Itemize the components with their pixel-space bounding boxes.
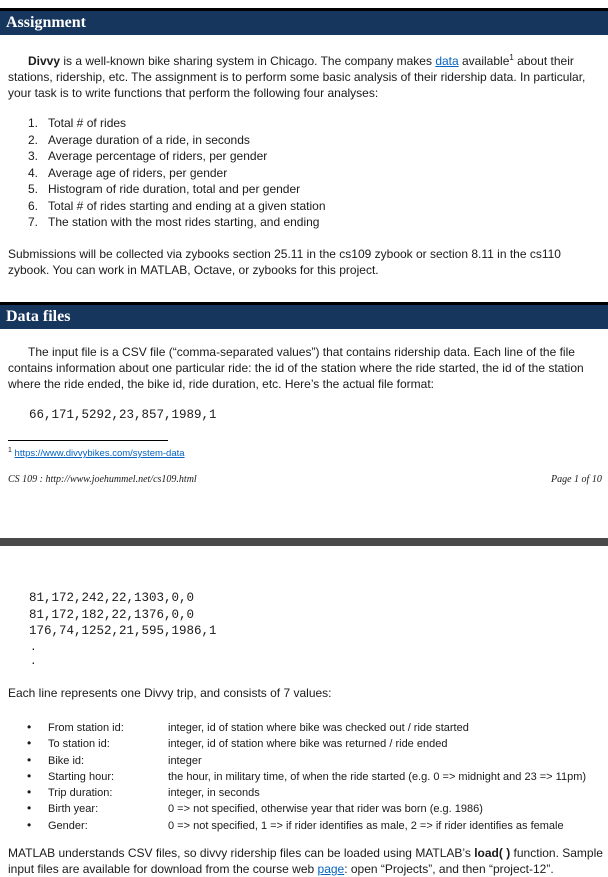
list-item: • Birth year: 0 => not specified, otherwise year that rider was born (e.g. 1986) [27,801,483,816]
list-item: • Bike id: integer [27,752,202,767]
list-item: • Gender: 0 => not specified, 1 => if rider identifies as male, 2 => if rider identifies as female [27,817,564,832]
footnote-mark: 1 [8,447,12,454]
page-footer-number: Page 1 of 10 [551,474,602,485]
list-item: 5. Histogram of ride duration, total and per gender [28,182,301,196]
list-item: • Trip duration: integer, in seconds [27,785,260,800]
data-files-section-title: Data files [6,308,71,325]
intro-text-c: about their stations, ridership, etc. The assignment is to perform some basic analysis of their ridership data. In particular, your task is to write functions that perform the following four analyses: [8,54,586,100]
csv-example-line: 66,171,5292,23,857,1989,1 [29,408,217,422]
submissions-paragraph: Submissions will be collected via zybooks section 25.11 in the cs109 zybook or section 8.11 in the cs110 zybook. You can work in MATLAB, Octave, or zybooks for this project. [8,247,561,277]
ellipsis-dot: · [31,654,36,670]
list-item: 2. Average duration of a ride, in seconds [28,132,250,147]
assignment-section-title: Assignment [6,14,87,31]
data-link[interactable]: data [435,54,459,68]
list-item: • To station id: integer, id of station where bike was returned / ride ended [27,736,448,751]
intro-paragraph [8,50,606,101]
footnote-link[interactable]: https://www.divvybikes.com/system-data [14,448,185,460]
list-item: • From station id: integer, id of station where bike was checked out / ride started [27,720,469,734]
footnote [8,447,185,459]
page-gap [0,538,608,546]
matlab-paragraph: MATLAB understands CSV files, so divvy ridership files can be loaded using MATLAB’s load( ) function. Sample input files are available for download from the course web page: open “Projects”, and then “project-12”. [8,846,603,876]
assignment-section-header [0,8,608,35]
ellipsis-dot: · [31,640,36,656]
analyses-list [28,115,326,231]
trip-description: Each line represents one Divvy trip, and consists of 7 values: [8,686,332,700]
field-list [27,720,586,834]
list-item: 7. The station with the most rides starting, and ending [28,215,320,229]
csv-example-block: 81,172,242,22,1303,0,0 81,172,182,22,1376,0,0 176,74,1252,21,595,1986,1 [29,591,217,638]
page-footer-course: CS 109 : http://www.joehummel.net/cs109.html [8,474,197,485]
course-page-link[interactable]: page [317,862,345,876]
load-function: load( ) [474,846,511,860]
list-item: 4. Average age of riders, per gender [28,165,228,180]
data-files-section-header [0,302,608,329]
intro-text-a: is a well-known bike sharing system in Chicago. The company makes [60,54,436,68]
list-item: 1. Total # of rides [28,116,127,130]
list-item: 3. Average percentage of riders, per gender [28,149,268,163]
data-files-intro: The input file is a CSV file (“comma-separated values”) that contains ridership data. Each line of the file contains information about one particular ride: the id of the station where the ride started, the id of the station where the ride ended, the bike id, ride duration, etc. Here’s the actual file format: [8,345,584,391]
footnote-ref: 1 [509,53,514,62]
list-item: 6. Total # of rides starting and ending at a given station [28,198,326,213]
divvy-brand: Divvy [28,54,61,68]
intro-text-b: available [458,54,510,68]
list-item: • Starting hour: the hour, in military time, of when the ride started (e.g. 0 => midnight and 23 => 11pm) [27,768,587,783]
footnote-divider [8,440,168,441]
